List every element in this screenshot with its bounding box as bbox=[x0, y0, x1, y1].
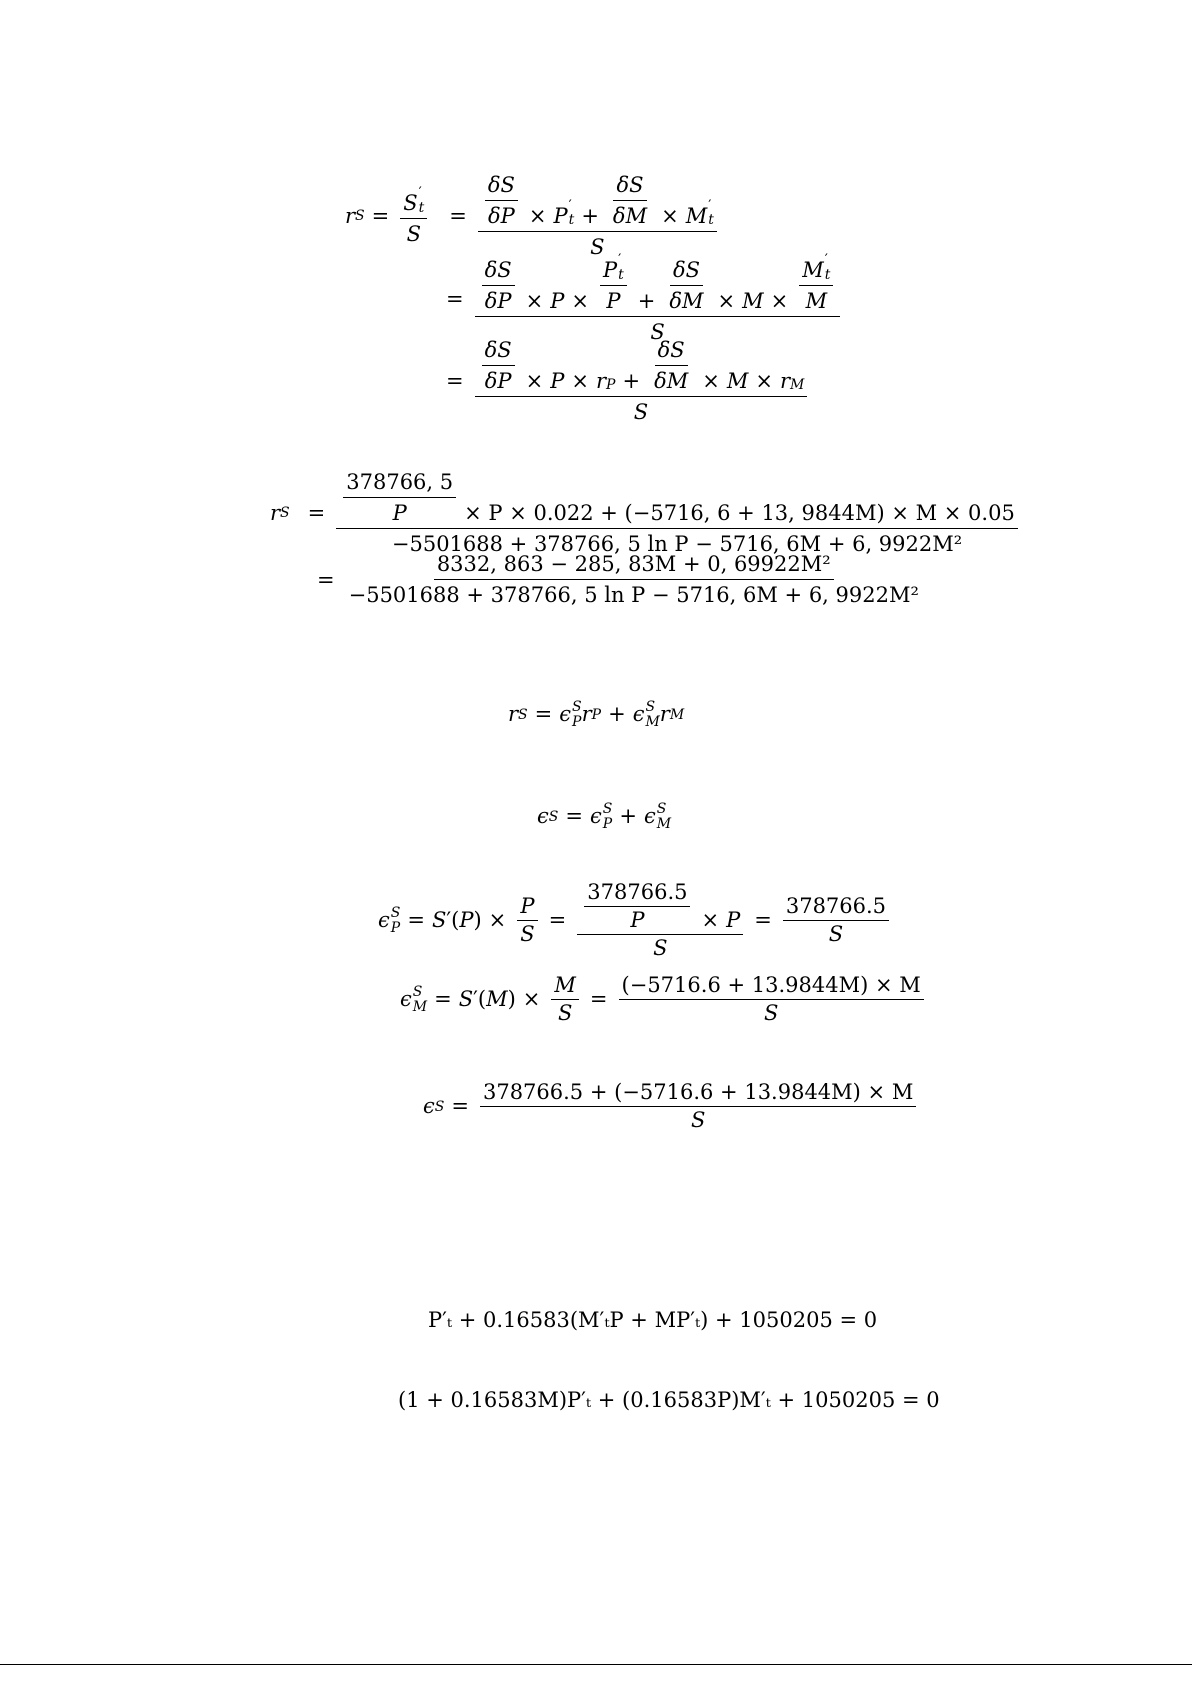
eq7-fraction bbox=[480, 1082, 916, 1131]
eq5-result-fraction bbox=[783, 896, 889, 945]
eq2-coef: 378766, 5 bbox=[343, 470, 456, 498]
eq5-result-num: 378766.5 bbox=[783, 896, 889, 921]
ratio-fraction: S ′ t S bbox=[400, 186, 427, 246]
eq1-fraction-c: $\frac{\delta S}{\delta P}$ × P × r P + $\frac{\delta S}{\delta M}$ × M × r M S bbox=[475, 338, 808, 424]
equation-9-differential-rearranged bbox=[398, 1390, 940, 1411]
eq2-numerator-rest: × P × 0.022 + (−5716, 6 + 13, 9844M) × M × 0.05 bbox=[464, 501, 1015, 525]
page-bottom-rule bbox=[0, 1664, 1192, 1665]
eq5-result-den: S bbox=[828, 922, 844, 946]
equation-1-growth-rate bbox=[345, 173, 844, 424]
eq6-result-den: S bbox=[763, 1001, 779, 1025]
eq9-text: (1 + 0.16583M)P′ₜ + (0.16583P)M′ₜ + 1050205 = 0 bbox=[398, 1388, 940, 1412]
eq2-denominator-a: −5501688 + 378766, 5 ln P − 5716, 6M + 6, 9922M² bbox=[391, 532, 963, 556]
eq8-text: P′ₜ + 0.16583(M′ₜP + MP′ₜ) + 1050205 = 0 bbox=[428, 1308, 878, 1332]
equation-8-differential bbox=[428, 1310, 877, 1331]
equation-2-numeric-growth-rate bbox=[270, 470, 1022, 607]
eq7-den: S bbox=[690, 1108, 706, 1132]
equation-1-line-2: = $\frac{\delta S}{\delta P}$ × P × P ′ t P + $\frac{\delta S}{\delta M}$ × M × M ′ t M S bbox=[439, 253, 844, 344]
equation-2-line-1: r S = $\frac{378766, 5}{P}$ × P × 0.022 + (−5716, 6 + 13, 9844M) × M × 0.05 −5501688 + 378766, 5 ln P − 5716, 6M + 6, 9922M² bbox=[270, 470, 1022, 556]
equation-7-total-elasticity: ϵ S = $\frac{378766.5 + (-5716.6 + 13.9844M) \times M}{S}$ bbox=[423, 1082, 920, 1131]
eq5-mid-den: S bbox=[653, 936, 668, 960]
equation-4-elasticity-sum: ϵ S = ϵ S P + ϵ S M bbox=[537, 801, 672, 832]
eq2-denominator-b: −5501688 + 378766, 5 ln P − 5716, 6M + 6, 9922M² bbox=[348, 583, 919, 607]
eq6-result-fraction bbox=[619, 975, 924, 1024]
equation-2-line-2: = $\frac{\text{8332, 863 − 285, 83M + 0, 69922M²}}{\text{−5501688 + 378766, 5 ln P − 5716, 6M + 6, 9922M²}}$ bbox=[310, 552, 1022, 607]
equation-6-elasticity-m: ϵ S M = S ′( M ) × $\frac{M}{S}$ = $\frac{(-5716.6 + 13.9844M) \times M}{S}$ bbox=[400, 975, 928, 1024]
eq1-fraction-b: $\frac{\delta S}{\delta P}$ × P × P ′ t P + $\frac{\delta S}{\delta M}$ × M × M ′ t M S bbox=[475, 253, 841, 344]
eq5-coef: 378766.5 bbox=[584, 882, 690, 907]
eq2-numerator-b: 8332, 863 − 285, 83M + 0, 69922M² bbox=[434, 552, 834, 580]
eq2-coef-den: P bbox=[392, 501, 407, 525]
equation-1-line-1: r S = S ′ t S = $\frac{\delta S}{\delta P}$ × P ′ t + $\frac{\delta S}{\delta M}$ × M ′ t S bbox=[345, 173, 844, 259]
equation-1-line-3: = $\frac{\delta S}{\delta P}$ × P × r P + $\frac{\delta S}{\delta M}$ × M × r M S bbox=[439, 338, 844, 424]
eq2-fraction-a bbox=[336, 470, 1018, 556]
equation-5-elasticity-p: ϵ S P = S ′( P ) × $\frac{P}{S}$ = $\frac{378766.5}{P}$ × P S = $\frac{378766.5}{S}$ bbox=[378, 882, 893, 959]
eq1-fraction-a: $\frac{\delta S}{\delta P}$ × P ′ t + $\frac{\delta S}{\delta M}$ × M ′ t S bbox=[478, 173, 717, 259]
eq6-result-num: (−5716.6 + 13.9844M) × M bbox=[619, 975, 924, 1000]
equation-3-decomposition: r S = ϵ S P r P + ϵ S M r M bbox=[508, 699, 685, 730]
eq7-num: 378766.5 + (−5716.6 + 13.9844M) × M bbox=[480, 1082, 916, 1107]
eq2-fraction-b bbox=[346, 552, 922, 607]
eq5-middle-fraction: $\frac{378766.5}{P}$ × P S bbox=[577, 882, 743, 959]
